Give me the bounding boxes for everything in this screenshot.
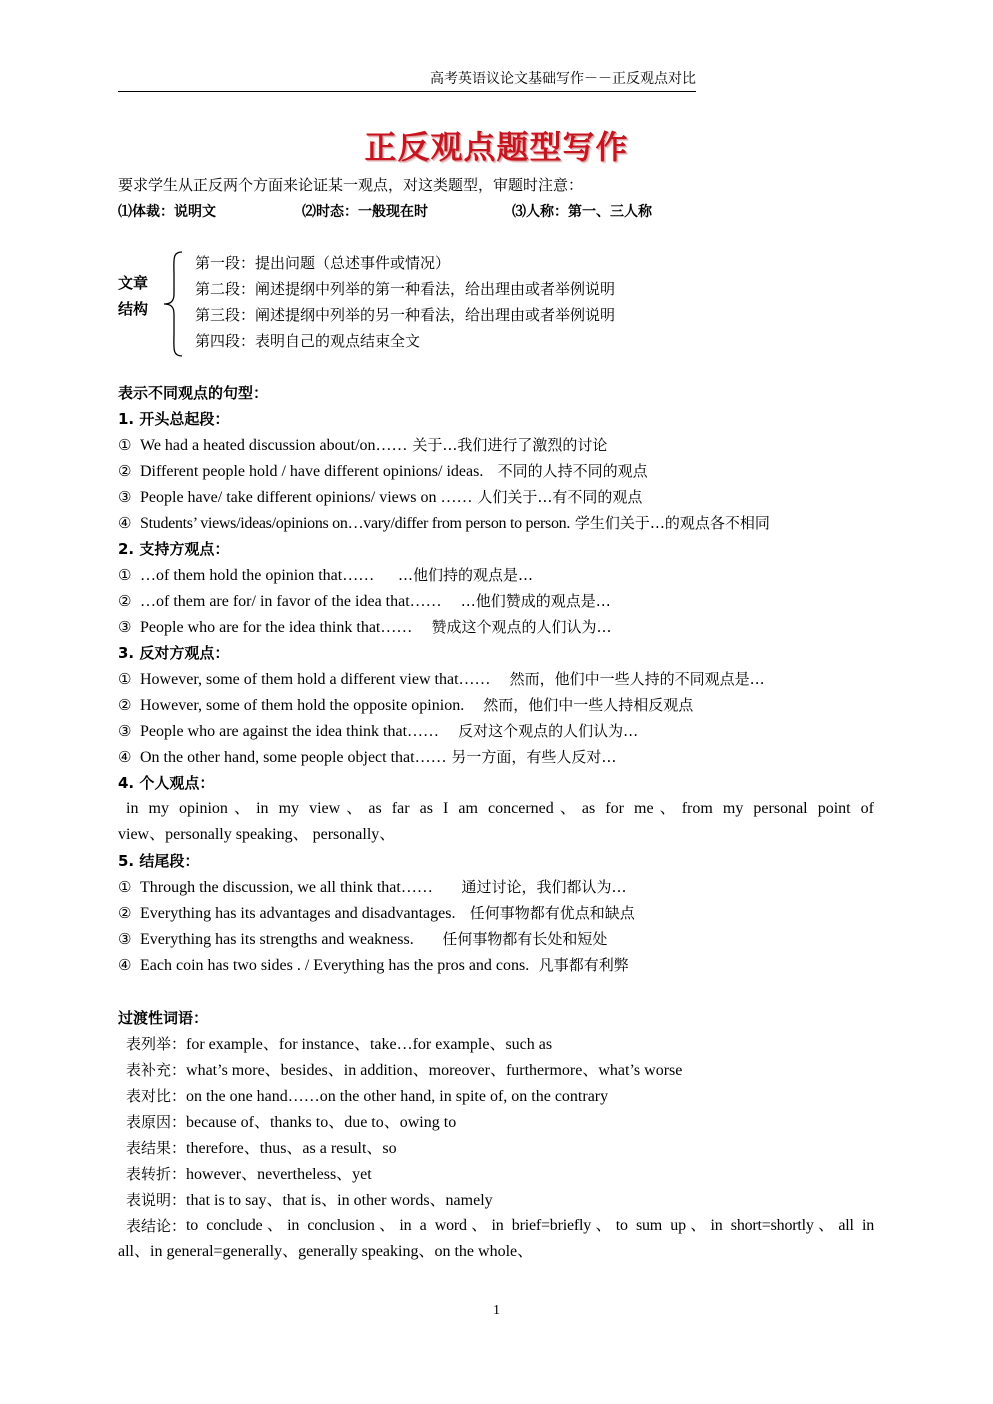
document-title: 正反观点题型写作 [364,128,629,166]
transition-label: 表原因： [126,1113,187,1131]
transition-row [118,1083,878,1109]
structure-label-line1: 文章 [118,274,149,292]
item-chinese: 赞成这个观点的人们认为… [431,618,612,636]
transition-row [118,1187,878,1213]
transition-row [118,1031,878,1057]
structure-label [118,270,158,322]
pattern-item [118,900,878,926]
transition-label: 表补充： [126,1061,187,1079]
item-number: ② [118,696,132,714]
item-number: ② [118,462,132,480]
structure-paragraph: 第二段：阐述提纲中列举的第一种看法，给出理由或者举例说明 [195,280,616,298]
item-number: ① [118,566,132,584]
structure-label-line2: 结构 [118,300,149,318]
pattern-item [118,432,878,458]
transition-label: 表转折： [126,1165,187,1183]
transition-value: what’s more、besides、in addition、moreover、furthermore、what’s worse [186,1062,683,1079]
pattern-item [118,614,878,640]
item-chinese: 关于…我们进行了激烈的讨论 [412,436,608,454]
item-english: People have/ take different opinions/ views on …… [140,489,473,506]
requirement-tense: ⑵时态：一般现在时 [302,204,428,220]
item-chinese: 然而，他们中一些人持的不同观点是… [509,670,765,688]
transition-words-section [118,1005,878,1265]
item-english: However, some of them hold the opposite opinion. [140,697,465,714]
transition-value-continued: all、in general=generally、generally speaking、on the whole、 [118,1243,534,1260]
item-number: ④ [118,514,132,532]
item-chinese: 通过讨论，我们都认为… [461,878,627,896]
item-english: Each coin has two sides . / Everything has the pros and cons. [140,957,530,974]
section-title: 1. 开头总起段： [118,410,230,428]
item-english: Different people hold / have different opinions/ ideas. [140,463,484,480]
item-number: ③ [118,618,132,636]
item-chinese: 学生们关于…的观点各不相同 [574,514,770,532]
transition-row [118,1135,878,1161]
transition-label: 表列举： [126,1035,187,1053]
structure-paragraph: 第三段：阐述提纲中列举的另一种看法，给出理由或者举例说明 [195,306,616,324]
intro-section [118,172,878,224]
item-chinese: 人们关于…有不同的观点 [477,488,643,506]
transition-label: 表结果： [126,1139,187,1157]
item-chinese: 不同的人持不同的观点 [497,462,648,480]
section-title: 3. 反对方观点： [118,644,230,662]
transition-value: that is to say、that is、in other words、namely [186,1192,493,1209]
item-chinese: 另一方面，有些人反对… [451,748,617,766]
transition-label: 表结论： [126,1217,187,1235]
pattern-item [118,692,878,718]
running-header: 高考英语议论文基础写作－－正反观点对比 [118,68,696,92]
pattern-item [118,588,878,614]
item-number: ② [118,592,132,610]
section-title: 2. 支持方观点： [118,540,230,558]
requirement-person: ⑶人称：第一、三人称 [512,204,652,220]
item-number: ① [118,878,132,896]
phrase-line: view、personally speaking、 personally、 [118,826,396,843]
item-chinese: 任何事物都有优点和缺点 [469,904,635,922]
requirement-genre: ⑴体裁：说明文 [118,204,216,220]
pattern-item [118,718,878,744]
item-chinese: …他们赞成的观点是… [460,592,611,610]
item-english: …of them are for/ in favor of the idea that…… [140,593,442,610]
transition-value: however、nevertheless、yet [186,1166,372,1183]
item-chinese: …他们持的观点是… [398,566,534,584]
transition-row [118,1213,874,1239]
intro-lead: 要求学生从正反两个方面来论证某一观点，对这类题型，审题时注意： [118,176,584,194]
item-english: Through the discussion, we all think that…… [140,879,433,896]
transition-value: for example、for instance、take…for example、such as [186,1036,553,1053]
transition-value: on the one hand……on the other hand, in spite of, on the contrary [186,1088,609,1105]
section-title: 4. 个人观点： [118,774,215,792]
requirements-line [118,198,878,224]
item-number: ② [118,904,132,922]
item-number: ③ [118,488,132,506]
item-english: However, some of them hold a different view that…… [140,671,491,688]
item-number: ③ [118,930,132,948]
item-chinese: 任何事物都有长处和短处 [442,930,608,948]
item-chinese: 然而，他们中一些人持相反观点 [483,696,694,714]
curly-brace-icon [160,250,188,358]
item-english: Everything has its advantages and disadvantages. [140,905,456,922]
pattern-item [118,510,878,536]
item-english: We had a heated discussion about/on…… [140,437,408,454]
patterns-heading: 表示不同观点的句型： [118,384,269,402]
transition-label: 表对比： [126,1087,187,1105]
item-chinese: 凡事都有利弊 [538,956,629,974]
page-number: 1 [493,1303,500,1318]
structure-paragraph: 第一段：提出问题（总述事件或情况） [195,254,451,272]
section-title: 5. 结尾段： [118,852,200,870]
item-number: ④ [118,956,132,974]
pattern-item [118,484,878,510]
pattern-item [118,666,878,692]
transition-label: 表说明： [126,1191,187,1209]
conclusion-transition [118,1213,874,1265]
pattern-item [118,926,878,952]
phrase-line: in my opinion、in my view、as far as I am concerned、as for me、from my personal point of [126,800,874,817]
pattern-item [118,744,878,770]
item-english: Students’ views/ideas/opinions on…vary/differ from person to person. [140,515,571,532]
item-english: Everything has its strengths and weakness. [140,931,414,948]
item-english: People who are for the idea think that…… [140,619,413,636]
transition-row [118,1057,878,1083]
structure-paragraph: 第四段：表明自己的观点结束全文 [195,332,421,350]
transition-row [118,1161,878,1187]
transition-value: therefore、thus、as a result、so [186,1140,397,1157]
pattern-item [118,562,878,588]
pattern-item [118,874,878,900]
pattern-item [118,458,878,484]
item-number: ① [118,436,132,454]
sentence-patterns-section [118,380,878,978]
transitions-heading: 过渡性词语： [118,1009,209,1027]
item-number: ④ [118,748,132,766]
pattern-item [118,952,878,978]
item-english: …of them hold the opinion that…… [140,567,375,584]
transition-row [118,1109,878,1135]
item-number: ① [118,670,132,688]
personal-opinion-phrases [118,796,874,848]
item-chinese: 反对这个观点的人们认为… [458,722,639,740]
item-number: ③ [118,722,132,740]
transition-value: to conclude、in conclusion、in a word、in brief=briefly、to sum up、in short=shortly、all in [186,1217,874,1234]
structure-paragraph-list [195,250,615,354]
item-english: People who are against the idea think that…… [140,723,440,740]
transition-value: because of、thanks to、due to、owing to [186,1114,457,1131]
item-english: On the other hand, some people object that…… [140,749,447,766]
